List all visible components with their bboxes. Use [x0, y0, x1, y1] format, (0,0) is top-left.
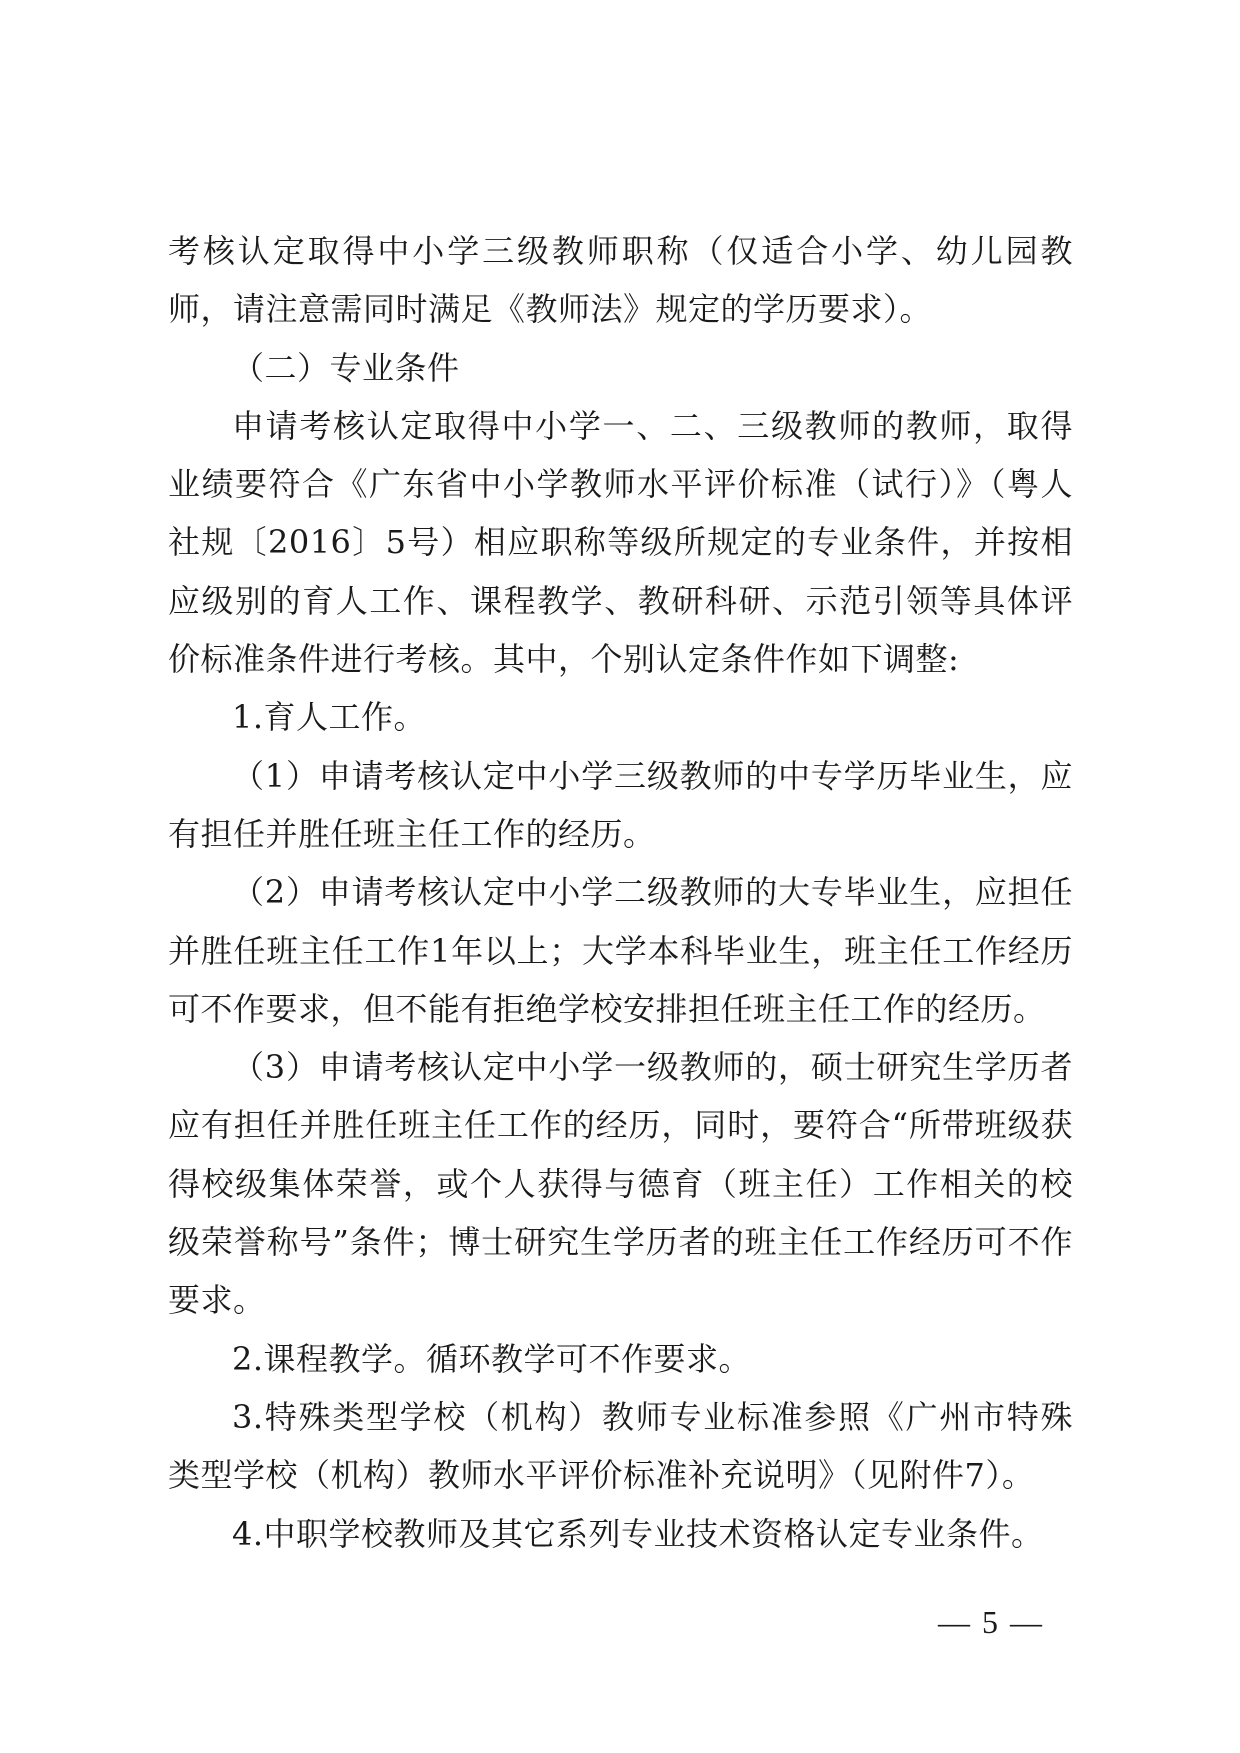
paragraph-level-two: （2）申请考核认定中小学二级教师的大专毕业生，应担任并胜任班主任工作1年以上；大学本科毕业生，班主任工作经历可不作要求，但不能有拒绝学校安排担任班主任工作的经历。: [168, 873, 1073, 1028]
item-special-schools: 3.特殊类型学校（机构）教师专业标准参照《广州市特殊类型学校（机构）教师水平评价标准补充说明》（见附件7）。: [168, 1397, 1073, 1495]
document-body: [168, 222, 1073, 1563]
item-heading-education-work: 1.育人工作。: [232, 698, 427, 737]
section-heading-professional-conditions: （二）专业条件: [232, 348, 460, 387]
item-vocational-schools: 4.中职学校教师及其它系列专业技术资格认定专业条件。: [232, 1514, 1044, 1553]
paragraph-level-three: （1）申请考核认定中小学三级教师的中专学历毕业生，应有担任并胜任班主任工作的经历。: [168, 756, 1073, 853]
item-course-teaching: 2.课程教学。循环教学可不作要求。: [232, 1339, 752, 1378]
page-number: — 5 —: [938, 1604, 1044, 1640]
paragraph-professional-conditions: 申请考核认定取得中小学一、二、三级教师的教师，取得业绩要符合《广东省中小学教师水平评价标准（试行）》（粤人社规〔2016〕5号）相应职称等级所规定的专业条件，并按相应级别的育人工作、课程教学、教研科研、示范引领等具体评价标准条件进行考核。其中，个别认定条件作如下调整:: [168, 406, 1073, 679]
paragraph-level-one: （3）申请考核认定中小学一级教师的，硕士研究生学历者应有担任并胜任班主任工作的经历，同时，要符合“所带班级获得校级集体荣誉，或个人获得与德育（班主任）工作相关的校级荣誉称号”条件；博士研究生学历者的班主任工作经历可不作要求。: [168, 1048, 1073, 1320]
paragraph-education-requirement: 考核认定取得中小学三级教师职称（仅适合小学、幼儿园教师，请注意需同时满足《教师法》规定的学历要求）。: [168, 232, 1073, 329]
